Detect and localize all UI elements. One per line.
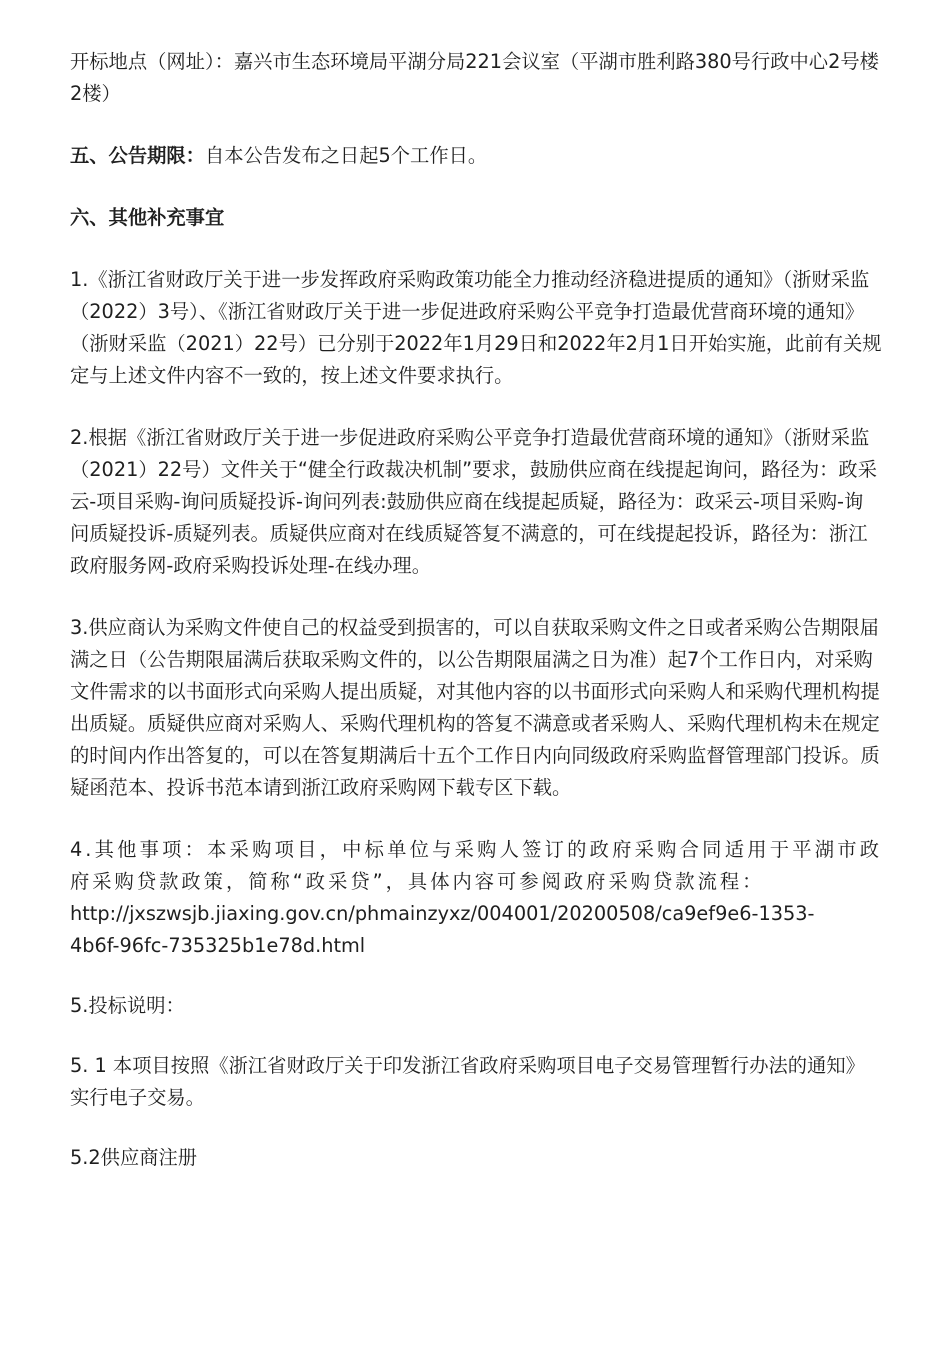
item4-url-line-1[interactable]: http://jxszwsjb.jiaxing.gov.cn/phmainzyxz/004001/20200508/ca9ef9e6-1353- (70, 902, 815, 925)
venue-label: 开标地点（网址）： (70, 50, 234, 73)
paragraph-item-4 (70, 834, 882, 962)
section6-heading: 六、其他补充事宜 (70, 206, 225, 229)
item4-text: 4.其他事项：本采购项目，中标单位与采购人签订的政府采购合同适用于平湖市政府采购贷款政策，简称“政采贷”，具体内容可参阅政府采购贷款流程： (70, 838, 882, 893)
paragraph-item-5-2: 5.2供应商注册 (70, 1146, 198, 1169)
paragraph-item-2: 2.根据《浙江省财政厅关于进一步促进政府采购公平竞争打造最优营商环境的通知》（浙财采监（2021）22号）文件关于“健全行政裁决机制”要求，鼓励供应商在线提起询问，路径为：政采云-项目采购-询问质疑投诉-询问列表:鼓励供应商在线提起质疑，路径为：政采云-项目采购-询问质疑投诉-质疑列表。质疑供应商对在线质疑答复不满意的，可在线提起投诉，路径为：浙江政府服务网-政府采购投诉处理-在线办理。 (70, 426, 877, 577)
bid-opening-venue (70, 46, 882, 110)
paragraph-item-3: 3.供应商认为采购文件使自己的权益受到损害的，可以自获取采购文件之日或者采购公告期限届满之日（公告期限届满后获取采购文件的，以公告期限届满之日为准）起7个工作日内，对采购文件需求的以书面形式向采购人提出质疑，对其他内容的以书面形式向采购人和采购代理机构提出质疑。质疑供应商对采购人、采购代理机构的答复不满意或者采购人、采购代理机构未在规定的时间内作出答复的，可以在答复期满后十五个工作日内向同级政府采购监督管理部门投诉。质疑函范本、投诉书范本请到浙江政府采购网下载专区下载。 (70, 616, 880, 799)
section5-heading: 五、公告期限： (70, 144, 205, 167)
paragraph-item-5: 5.投标说明： (70, 994, 185, 1017)
section5-text: 自本公告发布之日起5个工作日。 (204, 144, 488, 167)
venue-value: 嘉兴市生态环境局平湖分局221会议室（平湖市胜利路380号行政中心2号楼2楼） (70, 50, 879, 105)
document-page (70, 46, 882, 1174)
item4-url-line-2[interactable]: 4b6f-96fc-735325b1e78d.html (70, 934, 366, 957)
paragraph-item-1: 1.《浙江省财政厅关于进一步发挥政府采购政策功能全力推动经济稳进提质的通知》（浙财采监（2022）3号）、《浙江省财政厅关于进一步促进政府采购公平竞争打造最优营商环境的通知》（浙财采监（2021）22号）已分别于2022年1月29日和2022年2月1日开始实施，此前有关规定与上述文件内容不一致的，按上述文件要求执行。 (70, 268, 882, 387)
announcement-period (70, 140, 882, 172)
paragraph-item-5-1: 5. 1 本项目按照《浙江省财政厅关于印发浙江省政府采购项目电子交易管理暂行办法的通知》实行电子交易。 (70, 1054, 865, 1109)
